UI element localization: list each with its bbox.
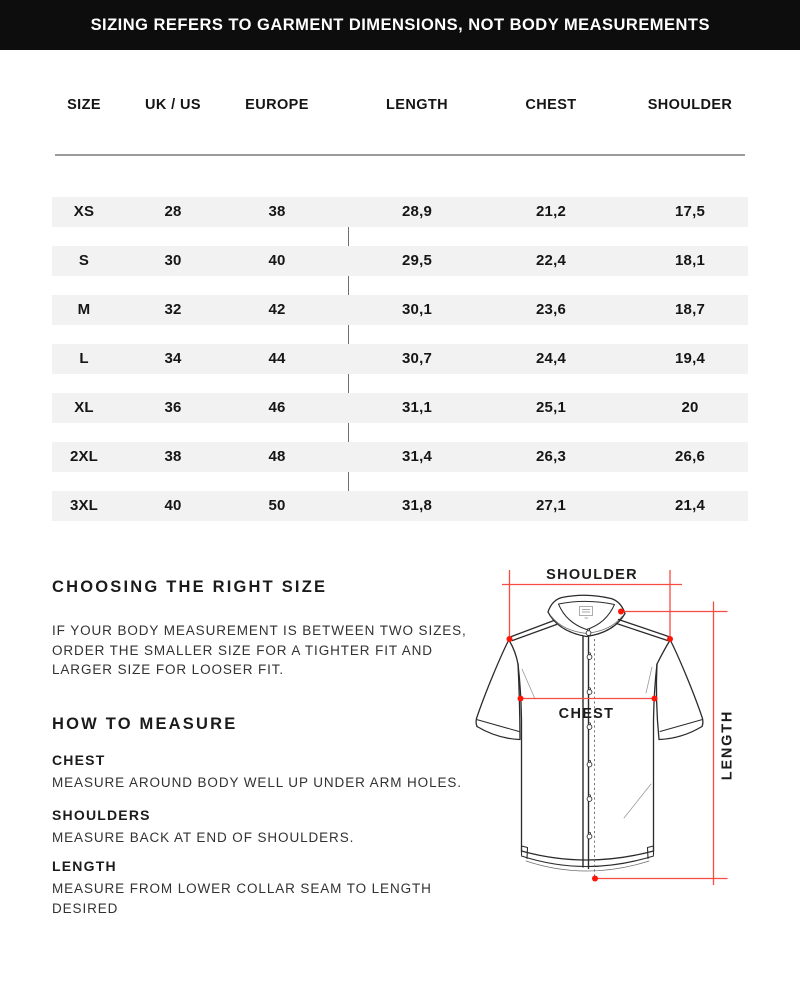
table-cell: 31,4 [402, 448, 432, 465]
table-cell: 29,5 [402, 252, 432, 269]
measure-item-text: MEASURE BACK AT END OF SHOULDERS. [52, 830, 355, 845]
measure-item-label: SHOULDERS [52, 807, 151, 823]
banner-text: SIZING REFERS TO GARMENT DIMENSIONS, NOT BODY MEASUREMENTS [90, 15, 710, 34]
table-row [52, 295, 748, 325]
table-cell: 28 [164, 203, 182, 220]
table-row [52, 197, 748, 227]
table-cell: 22,4 [536, 252, 566, 269]
table-cell: 25,1 [536, 399, 566, 416]
table-cell: 44 [268, 350, 286, 367]
shoulder-measure-label: SHOULDER [546, 567, 638, 583]
measure-item-text: MEASURE AROUND BODY WELL UP UNDER ARM HOLES. [52, 775, 462, 790]
measure-item [52, 858, 432, 918]
table-row [52, 393, 748, 423]
table-cell: 31,1 [402, 399, 432, 416]
measurement-dots [507, 609, 674, 882]
table-header-cell: SIZE [67, 97, 101, 113]
chest-measure-label: CHEST [558, 706, 615, 722]
table-cell: 30 [164, 252, 182, 269]
table-row [52, 442, 748, 472]
table-cell: 27,1 [536, 497, 566, 514]
table-cell: 23,6 [536, 301, 566, 318]
collar-tag [580, 607, 593, 619]
table-cell: 48 [268, 448, 286, 465]
size-label-cell: 3XL [69, 497, 99, 514]
table-cell: 50 [268, 497, 286, 514]
how-to-measure-heading: HOW TO MEASURE [52, 715, 238, 733]
table-cell: 26,3 [536, 448, 566, 465]
table-cell: 32 [164, 301, 182, 318]
choosing-size-heading: CHOOSING THE RIGHT SIZE [52, 578, 328, 596]
choosing-size-line: IF YOUR BODY MEASUREMENT IS BETWEEN TWO SIZES, [52, 623, 467, 638]
table-header-cell: EUROPE [245, 97, 309, 113]
table-row [52, 246, 748, 276]
table-cell: 24,4 [536, 350, 566, 367]
measure-item-text: DESIRED [52, 900, 119, 916]
table-row [52, 491, 748, 521]
measure-item [52, 807, 354, 848]
size-label-cell: XS [73, 203, 95, 220]
table-cell: 42 [268, 301, 286, 318]
size-label-cell: M [77, 301, 91, 318]
table-cell: 31,8 [402, 497, 432, 514]
table-cell: 30,1 [402, 301, 432, 318]
measure-item-label: CHEST [52, 752, 106, 768]
table-cell: 18,7 [675, 301, 705, 318]
shirt-diagram [455, 560, 800, 905]
choosing-size-line: ORDER THE SMALLER SIZE FOR A TIGHTER FIT AND [52, 642, 433, 658]
table-cell: 17,5 [675, 203, 705, 220]
length-measure-label: LENGTH [719, 709, 736, 781]
table-header-cell: CHEST [525, 97, 577, 113]
table-cell: 21,4 [675, 497, 705, 514]
table-cell: 20 [681, 399, 699, 416]
table-cell: 38 [164, 448, 182, 465]
table-header-cell: LENGTH [385, 97, 449, 113]
table-cell: 18,1 [675, 252, 705, 269]
table-cell: 28,9 [402, 203, 432, 220]
measure-item-label: LENGTH [52, 858, 117, 874]
table-cell: 30,7 [402, 350, 432, 367]
table-cell: 21,2 [536, 203, 566, 220]
table-cell: 46 [268, 399, 286, 416]
table-cell: 34 [164, 350, 182, 367]
table-row [52, 344, 748, 374]
table-cell: 40 [268, 252, 286, 269]
choosing-size-text [52, 621, 467, 680]
table-cell: 40 [164, 497, 182, 514]
size-label-cell: S [78, 252, 90, 269]
table-cell: 26,6 [675, 448, 705, 465]
size-label-cell: 2XL [69, 448, 99, 465]
measurement-lines [502, 570, 728, 885]
size-label-cell: L [79, 350, 89, 367]
measure-item [52, 752, 462, 793]
table-header-rule [55, 154, 745, 156]
choosing-size-line: LARGER SIZE FOR LOOSER FIT. [52, 662, 285, 677]
table-header-cell: SHOULDER [647, 97, 733, 113]
table-cell: 19,4 [675, 350, 705, 367]
size-label-cell: XL [74, 399, 94, 416]
table-cell: 38 [268, 203, 286, 220]
table-cell: 36 [164, 399, 182, 416]
measure-item-text: MEASURE FROM LOWER COLLAR SEAM TO LENGTH [52, 881, 432, 896]
table-header-cell: UK / US [145, 97, 201, 113]
